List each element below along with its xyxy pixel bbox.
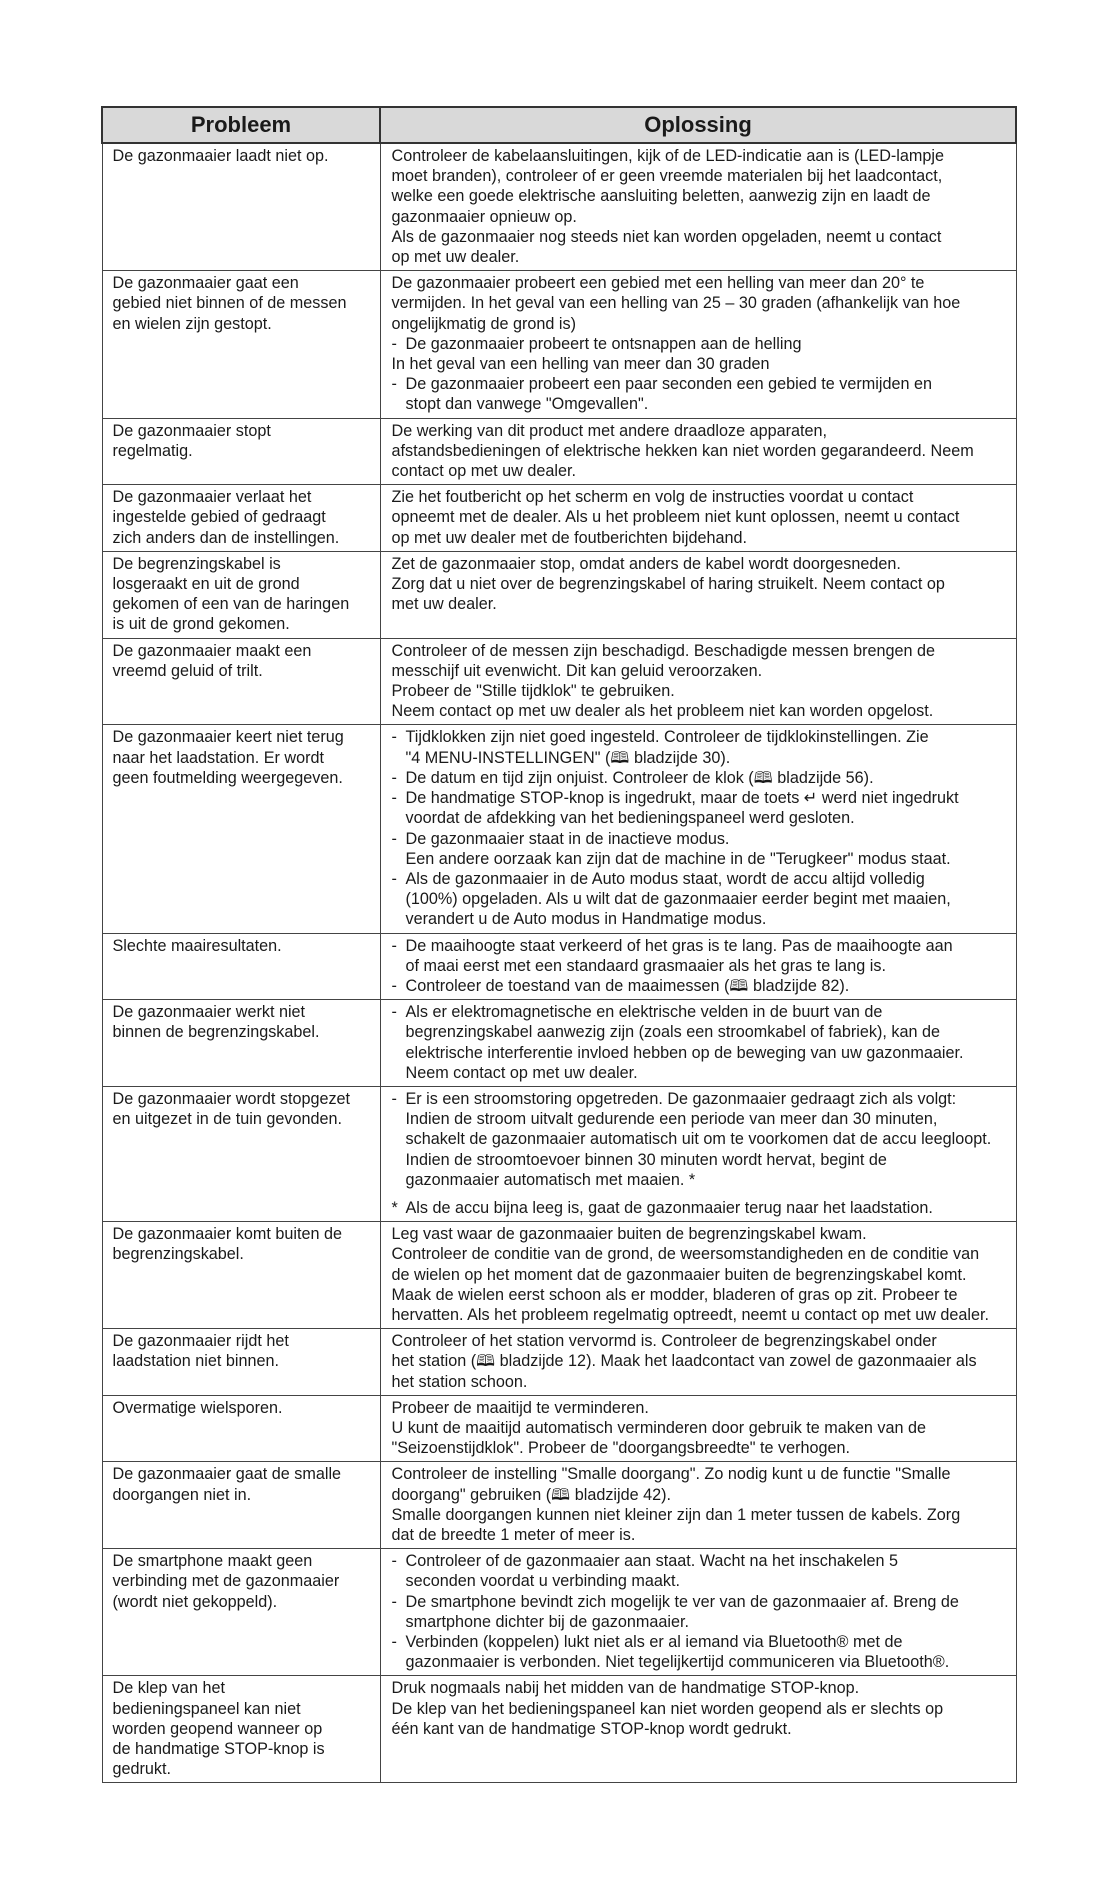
- problem-text-line: gebied niet binnen of de messen: [112, 294, 347, 313]
- bullet-item: - Controleer of de gazonmaaier aan staat. Wacht na het inschakelen 5: [392, 1551, 1006, 1571]
- bullet-item: - De datum en tijd zijn onjuist. Controleer de klok (🕮 bladzijde 56).: [392, 768, 1006, 788]
- solution-text-line: één kant van de handmatige STOP-knop wordt gedrukt.: [391, 1719, 792, 1738]
- bullet-item: - De smartphone bevindt zich mogelijk te ver van de gazonmaaier af. Breng de: [392, 1592, 1006, 1612]
- problem-cell: [102, 1329, 380, 1396]
- table-row: [102, 933, 1016, 1000]
- bullet-continuation: gazonmaaier is verbonden. Niet tegelijkertijd communiceren via Bluetooth®.: [405, 1653, 950, 1672]
- solution-cell: [380, 1395, 1016, 1462]
- problem-cell: [102, 1462, 380, 1549]
- bullet-item: - Controleer de toestand van de maaimessen (🕮 bladzijde 82).: [392, 976, 1006, 996]
- problem-text-line: zich anders dan de instellingen.: [112, 528, 340, 547]
- bullet-item: - Als er elektromagnetische en elektrische velden in de buurt van de: [392, 1002, 1006, 1022]
- bullet-continuation: seconden voordat u verbinding maakt.: [405, 1572, 680, 1591]
- bullet-continuation: gazonmaaier automatisch met maaien. *: [405, 1170, 696, 1189]
- problem-text-line: De gazonmaaier komt buiten de: [112, 1225, 342, 1244]
- solution-text-line: Probeer de "Stille tijdklok" te gebruiken.: [391, 682, 675, 701]
- solution-text-line: Smalle doorgangen kunnen niet kleiner zijn dan 1 meter tussen de kabels. Zorg: [391, 1505, 961, 1524]
- problem-cell: [102, 1086, 380, 1221]
- solution-cell: [380, 1000, 1016, 1087]
- problem-text-line: gekomen of een van de haringen: [112, 595, 350, 614]
- problem-cell: [102, 725, 380, 933]
- solution-cell: [380, 1549, 1016, 1676]
- solution-cell: [380, 1086, 1016, 1221]
- problem-cell: [102, 143, 380, 271]
- bullet-item: - De handmatige STOP-knop is ingedrukt, maar de toets ↵ werd niet ingedrukt: [392, 788, 1006, 808]
- bullet-continuation: stopt dan vanwege "Omgevallen".: [405, 395, 649, 414]
- table-row: [102, 1549, 1016, 1676]
- problem-text-line: Slechte maairesultaten.: [112, 936, 282, 955]
- solution-text-line: contact op met uw dealer.: [391, 462, 576, 481]
- problem-text-line: worden geopend wanneer op: [112, 1719, 323, 1738]
- solution-cell: [380, 638, 1016, 725]
- solution-text-line: Controleer de conditie van de grond, de weersomstandigheden en de conditie van: [391, 1245, 980, 1264]
- bullet-item: - Er is een stroomstoring opgetreden. De gazonmaaier gedraagt zich als volgt:: [392, 1089, 1006, 1109]
- problem-text-line: geen foutmelding weergegeven.: [112, 768, 343, 787]
- solution-text-line: Controleer of de messen zijn beschadigd. Beschadigde messen brengen de: [391, 641, 936, 660]
- solution-text-line: afstandsbedieningen of elektrische hekken kan niet worden gegarandeerd. Neem: [391, 441, 974, 460]
- problem-cell: [102, 551, 380, 638]
- solution-text-line: de wielen op het moment dat de gazonmaaier buiten de begrenzingskabel komt.: [391, 1265, 967, 1284]
- problem-text-line: en uitgezet in de tuin gevonden.: [112, 1110, 343, 1129]
- solution-text-line: het station (🕮 bladzijde 12). Maak het laadcontact van zowel de gazonmaaier als: [391, 1352, 977, 1371]
- bullet-item: - De gazonmaaier probeert te ontsnappen aan de helling: [392, 334, 1006, 354]
- solution-text-line: ongelijkmatig de grond is): [391, 314, 576, 333]
- bullet-continuation: "4 MENU-INSTELLINGEN" (🕮 bladzijde 30).: [405, 748, 731, 767]
- solution-text-line: gazonmaaier opnieuw op.: [391, 207, 577, 226]
- bullet-continuation: begrenzingskabel aanwezig zijn (zoals een stroomkabel of fabriek), kan de: [405, 1023, 940, 1042]
- solution-text-line: Zet de gazonmaaier stop, omdat anders de kabel wordt doorgesneden.: [391, 554, 901, 573]
- bullet-continuation: Indien de stroom uitvalt gedurende een periode van meer dan 30 minuten,: [405, 1110, 938, 1129]
- problem-cell: [102, 1000, 380, 1087]
- solution-text-line: doorgang" gebruiken (🕮 bladzijde 42).: [391, 1485, 672, 1504]
- solution-text-line: Neem contact op met uw dealer als het probleem niet kan worden opgelost.: [391, 702, 934, 721]
- problem-text-line: De gazonmaaier gaat een: [112, 274, 299, 293]
- problem-text-line: De begrenzingskabel is: [112, 554, 281, 573]
- solution-text-line: Druk nogmaals nabij het midden van de handmatige STOP-knop.: [391, 1679, 860, 1698]
- solution-text-line: Zie het foutbericht op het scherm en volg de instructies voordat u contact: [391, 488, 914, 507]
- problem-cell: [102, 418, 380, 485]
- problem-text-line: laadstation niet binnen.: [112, 1352, 279, 1371]
- solution-text-line: Als de gazonmaaier nog steeds niet kan worden opgeladen, neemt u contact: [391, 227, 942, 246]
- solution-text-line: opneemt met de dealer. Als u het probleem niet kunt oplossen, neemt u contact: [391, 508, 960, 527]
- problem-text-line: De gazonmaaier laadt niet op.: [112, 147, 329, 165]
- problem-text-line: De gazonmaaier maakt een: [112, 641, 312, 660]
- table-row: [102, 1462, 1016, 1549]
- problem-text-line: De gazonmaaier rijdt het: [112, 1332, 289, 1351]
- problem-text-line: verbinding met de gazonmaaier: [112, 1572, 340, 1591]
- solution-text-line: Zorg dat u niet over de begrenzingskabel of haring struikelt. Neem contact op: [391, 575, 945, 594]
- solution-cell: [380, 933, 1016, 1000]
- problem-text-line: binnen de begrenzingskabel.: [112, 1023, 320, 1042]
- solution-text-line: Controleer de kabelaansluitingen, kijk of de LED-indicatie aan is (LED-lampje: [391, 147, 944, 165]
- solution-text-line: op met uw dealer.: [391, 248, 520, 267]
- solution-text-line: messchijf uit evenwicht. Dit kan geluid veroorzaken.: [391, 661, 763, 680]
- bullet-continuation: verandert u de Auto modus in Handmatige modus.: [405, 910, 767, 929]
- solution-cell: [380, 485, 1016, 552]
- table-row: [102, 638, 1016, 725]
- bullet-continuation: voordat de afdekking van het bedieningspaneel werd gesloten.: [405, 809, 855, 828]
- table-body: [102, 143, 1016, 1783]
- problem-text-line: (wordt niet gekoppeld).: [112, 1592, 278, 1611]
- solution-text-line: dat de breedte 1 meter of meer is.: [391, 1526, 636, 1544]
- solution-cell: [380, 1462, 1016, 1549]
- footnote-item: * Als de accu bijna leeg is, gaat de gazonmaaier terug naar het laadstation.: [392, 1198, 1006, 1218]
- bullet-continuation: Neem contact op met uw dealer.: [405, 1063, 638, 1082]
- problem-cell: [102, 1222, 380, 1329]
- problem-text-line: De gazonmaaier werkt niet: [112, 1003, 306, 1022]
- solution-cell: [380, 271, 1016, 418]
- problem-text-line: Overmatige wielsporen.: [112, 1398, 283, 1417]
- table-row: [102, 1086, 1016, 1221]
- problem-text-line: De gazonmaaier keert niet terug: [112, 728, 344, 747]
- table-row: [102, 485, 1016, 552]
- bullet-item: - De gazonmaaier staat in de inactieve modus.: [392, 829, 1006, 849]
- solution-text-line: met uw dealer.: [391, 595, 497, 614]
- problem-text-line: begrenzingskabel.: [112, 1245, 244, 1264]
- solution-cell: [380, 1222, 1016, 1329]
- table-row: [102, 271, 1016, 418]
- solution-text-line: Probeer de maaitijd te verminderen.: [391, 1398, 649, 1417]
- bullet-continuation: of maai eerst met een standaard grasmaaier als het gras te lang is.: [405, 956, 886, 975]
- problem-text-line: de handmatige STOP-knop is: [112, 1740, 325, 1759]
- table-row: [102, 1222, 1016, 1329]
- problem-cell: [102, 1395, 380, 1462]
- problem-cell: [102, 638, 380, 725]
- bullet-continuation: Indien de stroomtoevoer binnen 30 minuten wordt hervat, begint de: [405, 1150, 887, 1169]
- problem-text-line: regelmatig.: [112, 441, 193, 460]
- table-row: [102, 143, 1016, 271]
- solution-text-line: vermijden. In het geval van een helling van 25 – 30 graden (afhankelijk van hoe: [391, 294, 961, 313]
- problem-text-line: bedieningspaneel kan niet: [112, 1699, 301, 1718]
- solution-cell: [380, 1676, 1016, 1783]
- table-row: [102, 551, 1016, 638]
- solution-text-line: hervatten. Als het probleem regelmatig optreedt, neemt u contact op met uw dealer.: [391, 1305, 989, 1324]
- bullet-continuation: schakelt de gazonmaaier automatisch uit om te voorkomen dat de accu leegloopt.: [405, 1130, 992, 1149]
- table-row: [102, 1395, 1016, 1462]
- bullet-item: - De maaihoogte staat verkeerd of het gras is te lang. Pas de maaihoogte aan: [392, 936, 1006, 956]
- bullet-continuation: smartphone dichter bij de gazonmaaier.: [405, 1612, 689, 1631]
- table-row: [102, 418, 1016, 485]
- problem-cell: [102, 1549, 380, 1676]
- solution-text-line: Maak de wielen eerst schoon als er modder, bladeren of gras op zit. Probeer te: [391, 1285, 958, 1304]
- solution-text-line: U kunt de maaitijd automatisch verminderen door gebruik te maken van de: [391, 1418, 926, 1437]
- problem-text-line: De gazonmaaier wordt stopgezet: [112, 1089, 351, 1108]
- problem-cell: [102, 933, 380, 1000]
- problem-text-line: De gazonmaaier stopt: [112, 421, 271, 440]
- solution-text-line: moet branden), controleer of er geen vreemde materialen bij het laadcontact,: [391, 167, 943, 186]
- bullet-item: - Als de gazonmaaier in de Auto modus staat, wordt de accu altijd volledig: [392, 869, 1006, 889]
- table-header-row: [102, 107, 1016, 143]
- problem-text-line: doorgangen niet in.: [112, 1485, 252, 1504]
- solution-cell: [380, 551, 1016, 638]
- troubleshooting-table: [101, 106, 1017, 1783]
- solution-cell: [380, 1329, 1016, 1396]
- solution-text-line: De werking van dit product met andere draadloze apparaten,: [391, 421, 828, 440]
- solution-text-line: Leg vast waar de gazonmaaier buiten de begrenzingskabel kwam.: [391, 1225, 867, 1244]
- problem-text-line: is uit de grond gekomen.: [112, 615, 290, 634]
- problem-text-line: losgeraakt en uit de grond: [112, 575, 300, 594]
- solution-text-line: De klep van het bedieningspaneel kan niet worden geopend als er slechts op: [391, 1699, 944, 1718]
- solution-cell: [380, 725, 1016, 933]
- solution-text-line: het station schoon.: [391, 1372, 528, 1391]
- solution-text-line: De gazonmaaier probeert een gebied met een helling van meer dan 20° te: [391, 274, 925, 293]
- problem-text-line: De gazonmaaier verlaat het: [112, 488, 312, 507]
- table-row: [102, 1000, 1016, 1087]
- solution-cell: [380, 143, 1016, 271]
- bullet-continuation: Een andere oorzaak kan zijn dat de machine in de "Terugkeer" modus staat.: [405, 849, 951, 868]
- problem-cell: [102, 1676, 380, 1783]
- solution-text-line: Controleer of het station vervormd is. Controleer de begrenzingskabel onder: [391, 1332, 937, 1351]
- solution-text-line: "Seizoenstijdklok". Probeer de "doorgangsbreedte" te verhogen.: [391, 1439, 851, 1458]
- bullet-item: - De gazonmaaier probeert een paar seconden een gebied te vermijden en: [392, 374, 1006, 394]
- problem-text-line: De gazonmaaier gaat de smalle: [112, 1465, 342, 1484]
- bullet-continuation: elektrische interferentie invloed hebben op de beweging van uw gazonmaaier.: [405, 1043, 964, 1062]
- solution-column-header: Oplossing: [380, 107, 1016, 143]
- bullet-continuation: (100%) opgeladen. Als u wilt dat de gazonmaaier eerder begint met maaien,: [405, 890, 951, 909]
- problem-cell: [102, 485, 380, 552]
- problem-text-line: vreemd geluid of trilt.: [112, 661, 263, 680]
- problem-text-line: ingestelde gebied of gedraagt: [112, 508, 326, 527]
- table-row: [102, 1329, 1016, 1396]
- solution-text-line: welke een goede elektrische aansluiting beletten, aanwezig zijn en laadt de: [391, 187, 931, 206]
- problem-text-line: gedrukt.: [112, 1760, 171, 1779]
- problem-text-line: De smartphone maakt geen: [112, 1552, 313, 1571]
- spacer: [392, 1190, 1006, 1198]
- solution-text-line: op met uw dealer met de foutberichten bijdehand.: [391, 528, 747, 547]
- table-row: [102, 1676, 1016, 1783]
- problem-text-line: en wielen zijn gestopt.: [112, 314, 272, 333]
- problem-column-header: Probleem: [102, 107, 380, 143]
- troubleshooting-page: [101, 106, 1015, 1783]
- solution-cell: [380, 418, 1016, 485]
- solution-text-line: Controleer de instelling "Smalle doorgang". Zo nodig kunt u de functie "Smalle: [391, 1465, 951, 1484]
- problem-text-line: De klep van het: [112, 1679, 225, 1698]
- problem-cell: [102, 271, 380, 418]
- bullet-item: - Tijdklokken zijn niet goed ingesteld. Controleer de tijdklokinstellingen. Zie: [392, 727, 1006, 747]
- bullet-item: - Verbinden (koppelen) lukt niet als er al iemand via Bluetooth® met de: [392, 1632, 1006, 1652]
- table-row: [102, 725, 1016, 933]
- solution-text-line: In het geval van een helling van meer dan 30 graden: [391, 355, 770, 374]
- problem-text-line: naar het laadstation. Er wordt: [112, 748, 324, 767]
